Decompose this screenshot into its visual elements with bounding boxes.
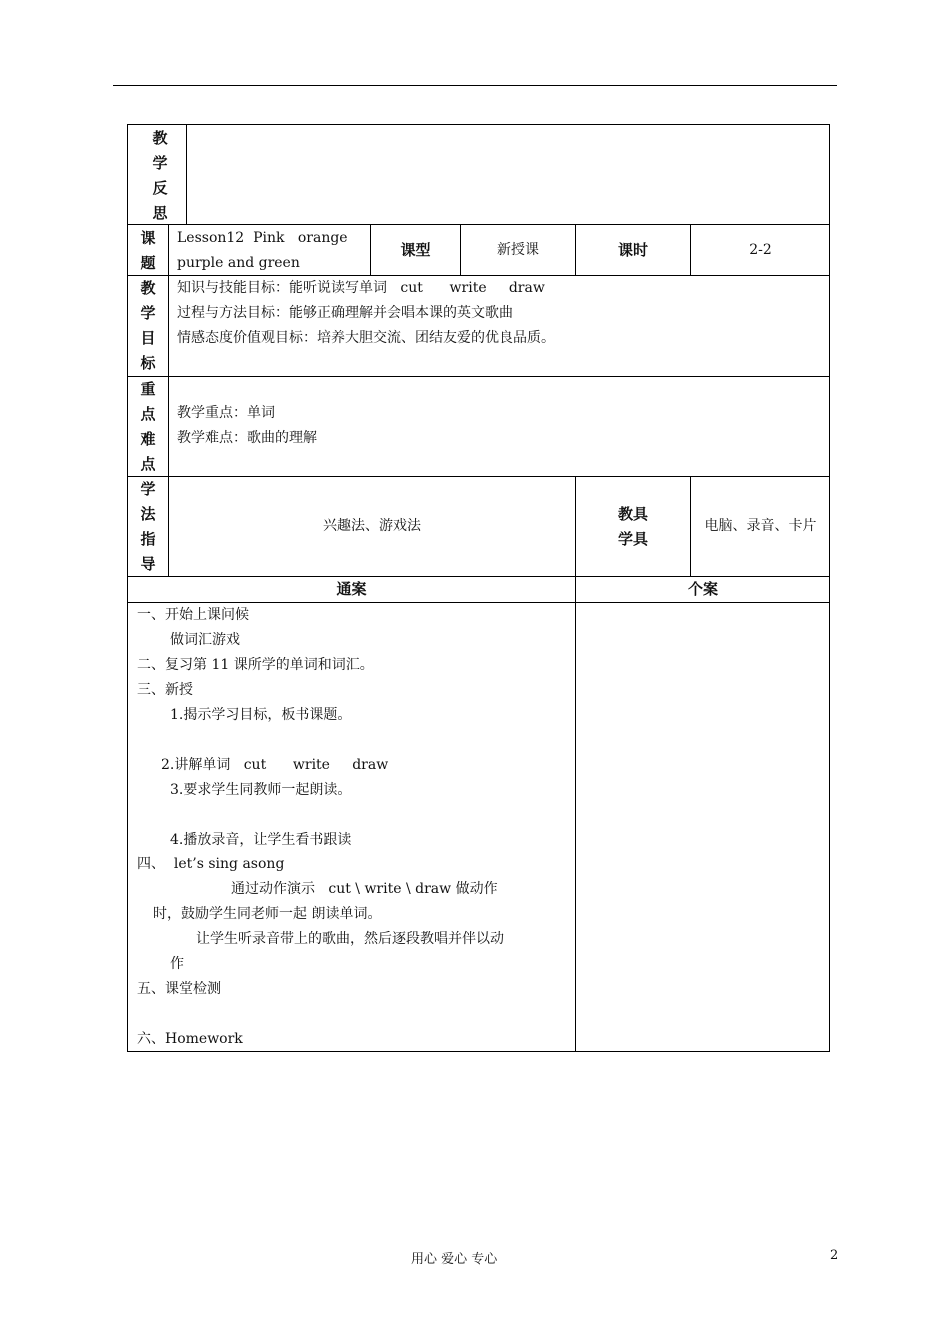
lesson-div-1 <box>168 224 169 276</box>
topic-line-1: Lesson12 Pink orange <box>177 230 348 246</box>
method-value: 兴趣法、游戏法 <box>323 518 421 534</box>
method-label <box>128 477 168 577</box>
hours-label: 课时 <box>617 241 648 259</box>
method-label-text: 学法指导 <box>140 480 156 573</box>
plan-step: 三、新授 <box>137 682 193 698</box>
plan-step: 六、Homework <box>137 1031 243 1047</box>
individual-plan-header: 个案 <box>687 580 718 598</box>
plan-step: 作 <box>170 956 184 972</box>
objectives-label-text: 教学目标 <box>140 279 156 372</box>
keypoint-line-2: 教学难点：歌曲的理解 <box>177 430 317 446</box>
tools-label-1: 教具 <box>617 505 648 523</box>
reflection-row <box>127 124 830 225</box>
type-label: 课型 <box>400 241 431 259</box>
plan-step: 2.讲解单词 cut write draw <box>161 757 389 773</box>
topic-label-text: 课题 <box>140 229 156 272</box>
reflection-label <box>137 126 183 226</box>
header-rule <box>113 85 837 86</box>
reflection-divider <box>186 124 187 225</box>
keypoints-label-text: 重点难点 <box>140 380 156 473</box>
objectives-divider <box>168 275 169 377</box>
plan-step: 4.播放录音，让学生看书跟读 <box>170 832 352 848</box>
reflection-label-text: 教学反思 <box>152 129 168 222</box>
objectives-label <box>128 276 168 376</box>
plan-step: 3.要求学生同教师一起朗读。 <box>170 782 352 798</box>
plan-step: 通过动作演示 cut \ write \ draw 做动作 <box>231 881 498 897</box>
plan-step: 四、 let’s sing asong <box>137 856 285 872</box>
page-number: 2 <box>830 1248 839 1263</box>
plan-step: 五、课堂检测 <box>137 981 221 997</box>
plan-step: 一、开始上课问候 <box>137 607 249 623</box>
topic-line-2: purple and green <box>177 255 300 271</box>
keypoint-line-1: 教学重点：单词 <box>177 405 275 421</box>
keypoints-label <box>128 377 168 477</box>
footer-motto: 用心 爱心 专心 <box>411 1252 498 1267</box>
plan-step: 二、复习第 11 课所学的单词和词汇。 <box>137 657 374 673</box>
common-plan-header: 通案 <box>336 580 367 598</box>
hours-value: 2-2 <box>749 242 772 258</box>
topic-label <box>128 226 168 276</box>
objective-line-3: 情感态度价值观目标：培养大胆交流、团结友爱的优良品质。 <box>177 330 555 346</box>
plan-step: 让学生听录音带上的歌曲，然后逐段教唱并伴以动 <box>196 931 504 947</box>
objective-line-1: 知识与技能目标：能听说读写单词 cut write draw <box>177 280 545 296</box>
type-value: 新授课 <box>497 242 539 258</box>
tools-value: 电脑、录音、卡片 <box>704 518 817 534</box>
objective-line-2: 过程与方法目标：能够正确理解并会唱本课的英文歌曲 <box>177 305 513 321</box>
keypoints-divider <box>168 376 169 477</box>
tools-label-2: 学具 <box>617 530 648 548</box>
plan-body-divider <box>575 602 576 1052</box>
plan-step: 时，鼓励学生同老师一起 朗读单词。 <box>153 906 382 922</box>
plan-step: 做词汇游戏 <box>170 632 240 648</box>
plan-step: 1.揭示学习目标，板书课题。 <box>170 707 352 723</box>
